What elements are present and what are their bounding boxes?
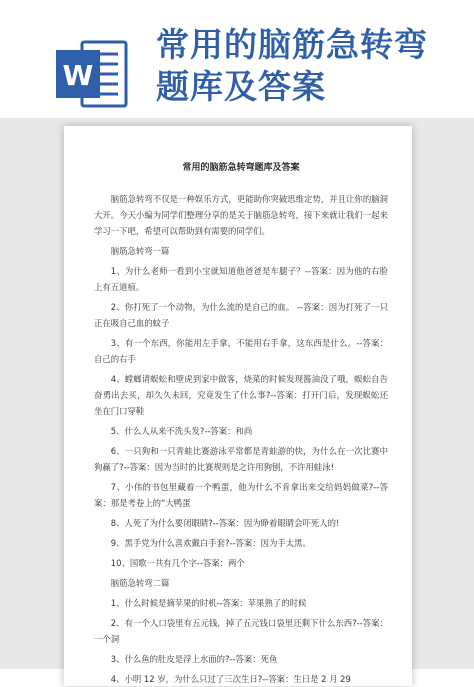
section-heading-two: 脑筋急转弯二篇 <box>110 578 170 588</box>
riddle-item: 9、黑手党为什么喜欢戴白手套?--答案：因为手太黑。 <box>110 538 311 548</box>
riddle-item: 8、人死了为什么要闭眼睛?--答案：因为睁着眼睛会吓死人的! <box>110 518 340 528</box>
riddle-item: 6、一只狗和一只青蛙比赛游泳平常都是青蛙游的快，为什么在一次比赛中狗赢了?--答案：因为当时的比赛规则是之许用狗刨，不许用蛙泳! <box>94 446 388 472</box>
riddle-item: 3、什么鱼的肚皮是浮上水面的?--答案：死鱼 <box>110 654 278 664</box>
section-heading-one: 脑筋急转弯一篇 <box>110 246 170 256</box>
page-title: 常用的脑筋急转弯题库及答案 <box>156 25 428 106</box>
intro-paragraph: 脑筋急转弯不仅是一种娱乐方式，更能助你突破思维定势，并且让你的脑洞大开。今天小编为同学们整理分享的是关于脑筋急转弯，接下来就让我们一起来学习一下吧，希望可以帮助到有需要的同学们。 <box>94 194 388 236</box>
document-title: 常用的脑筋急转弯题库及答案 <box>182 163 300 173</box>
riddle-item: 1、为什么老师一看到小宝就知道他爸爸是车腿子？--答案：因为他的右脸上有五道痕。 <box>94 266 388 292</box>
riddle-item: 1、什么时候是摘苹果的时机--答案：苹果熟了的时候 <box>110 598 307 608</box>
riddle-item: 7、小伟的书包里藏着一个鸭蛋，他为什么不肯拿出来交给妈妈做菜?--答案：那是考卷上的“大鸭蛋 <box>94 482 388 508</box>
word-logo-letter: W <box>62 59 94 92</box>
riddle-item: 3、有一个东西，你能用左手拿，不能用右手拿，这东西是什么。--答案：自己的右手 <box>94 338 388 364</box>
word-document-icon <box>52 36 130 112</box>
riddle-item: 2、你打死了一个动物，为什么流的是自己的血。 --答案：因为打死了一只正在吸自己血的蚊子 <box>94 302 388 328</box>
riddle-item: 4、螳螂请蜈蚣和壁虎到家中做客，烧菜的时候发现酱油没了哦，蜈蚣自告奋勇出去买，却久久未回，究竟发生了什么事?--答案：打开门后，发现蜈蚣还坐在门口穿鞋 <box>94 374 388 416</box>
document-page <box>64 126 412 686</box>
riddle-item: 5、什么人从来不洗头发?--答案：和尚 <box>110 426 253 436</box>
riddle-item: 4、小明 12 岁，为什么只过了三次生日?--答案：生日是 2 月 29 <box>110 674 351 684</box>
riddle-item: 10、国歌一共有几个字--答案：两个 <box>110 558 245 568</box>
riddle-item: 2、有一个人口袋里有五元钱，掉了五元钱口袋里还剩下什么东西?--答案：一个洞 <box>94 618 388 644</box>
